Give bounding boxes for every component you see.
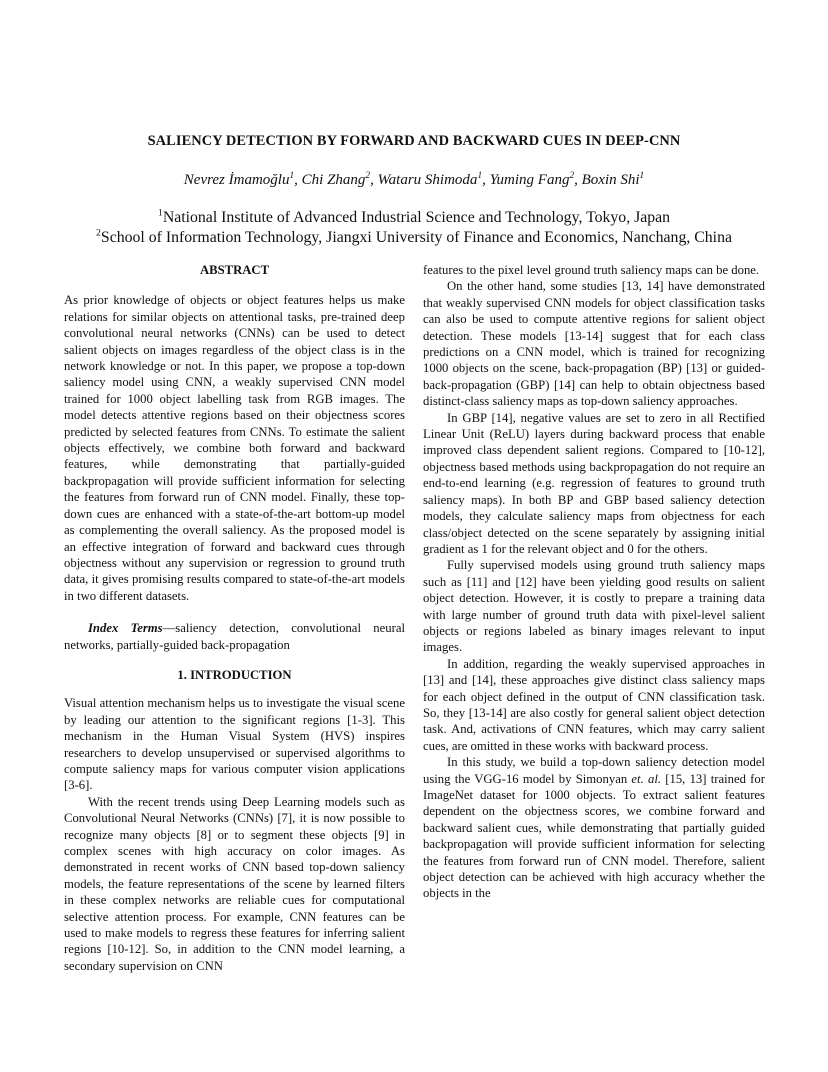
affiliation-1 — [0, 209, 828, 227]
affiliation-2 — [0, 229, 828, 247]
right-column — [423, 262, 765, 902]
index-terms — [64, 620, 405, 653]
author-affil-mark: 2 — [569, 171, 575, 181]
intro-paragraph-1: Visual attention mechanism helps us to investigate the visual scene by leading our attention to the significant regions [1-3]. This mechanism in the Human Visual System (HVS) inspires researchers to develop unsupervised or supervised algorithms to compute saliency maps for various computer vision applications [3-6]. — [64, 696, 405, 793]
intro-p7-et-al: et. al. — [631, 771, 662, 786]
intro-paragraph-3: On the other hand, some studies [13, 14] have demonstrated that weakly supervised CNN models for object classification tasks can also be used to compute attentive regions for salient object detection. These models [13-14] suggest that for each class predictions on a CNN model, which is trained for recognizing 1000 objects on the scene, back-propagation (BP) [13] or guided-back-propagation (GBP) [14] can help to obtain objectness based distinct-class saliency maps as top-down saliency approaches. — [423, 279, 765, 409]
intro-p7-part-b: [15, 13] trained for ImageNet dataset for 1000 objects. To extract salient features dependent on the objectness scores, we combine forward and backward salient cues, while demonstrating that partially guided backpropagation will provide sufficient information for selecting the features from forward run of CNN model. Therefore, salient object detection can be achieved with high accuracy whether the objects in the — [423, 771, 765, 901]
affiliation-mark: 2 — [96, 227, 101, 239]
intro-paragraph-7 — [423, 754, 765, 902]
introduction-heading: 1. INTRODUCTION — [177, 667, 292, 682]
affiliation-mark: 1 — [157, 207, 163, 219]
author-name: Chi Zhang — [301, 172, 366, 188]
index-terms-text: saliency detection, convolutional neural networks, partially-guided back-propagation — [64, 621, 405, 652]
author-list — [0, 172, 828, 189]
author-separator: , — [294, 172, 302, 188]
intro-paragraph-4: In GBP [14], negative values are set to zero in all Rectified Linear Unit (ReLU) layers during backward process that enable improved class dependent salient regions. Compared to [10-12], objectness based methods using backpropagation do not require an end-to-end learning (e.g. regression of features to ground truth saliency maps). In both BP and GBP based saliency detection models, they calculate saliency maps from objectness for each class/object detected on the scene separately by assigning initial gradient as 1 for the relevant object and 0 for the others. — [423, 410, 765, 556]
abstract-heading: ABSTRACT — [199, 263, 270, 277]
left-column — [64, 262, 405, 974]
affiliation-text: National Institute of Advanced Industrial Science and Technology, Tokyo, Japan — [162, 209, 671, 226]
author-affil-mark: 1 — [289, 171, 295, 181]
intro-p7-part-a: In this study, we build a top-down saliency detection model using the VGG-16 model by Simonyan — [423, 755, 765, 786]
affiliation-text: School of Information Technology, Jiangxi University of Finance and Economics, Nanchang, China — [100, 229, 732, 246]
author-separator: , — [482, 172, 490, 188]
paper-title: SALIENCY DETECTION BY FORWARD AND BACKWARD CUES IN DEEP-CNN — [147, 133, 681, 149]
index-terms-label: Index Terms — [88, 621, 163, 636]
index-terms-dash: — — [162, 621, 176, 636]
intro-paragraph-5: Fully supervised models using ground truth saliency maps such as [11] and [12] have been yielding good results on salient object detection. However, it is costly to prepare a training data with large number of ground truth data with pixel-level salient objects or regions labeled as binary images relevant to input images. — [423, 558, 765, 655]
author-name: Wataru Shimoda — [377, 172, 478, 188]
author-separator: , — [574, 172, 582, 188]
author-separator: , — [370, 172, 378, 188]
intro-paragraph-2-cont: features to the pixel level ground truth saliency maps can be done. — [423, 263, 760, 277]
abstract-text: As prior knowledge of objects or object features helps us make relations for similar objects on attentional tasks, pre-trained deep convolutional neural networks (CNNs) can be used to detect salient objects on images regardless of the object class is in the network knowledge or not. In this paper, we propose a top-down saliency model using CNN, a weakly supervised CNN model trained for 1000 object labelling task from RGB images. The model detects attentive regions based on their objectness scores predicted by selected features from CNNs. To estimate the salient objects effectively, we combine both forward and backward features, while demonstrating that partially-guided backpropagation will provide sufficient information for selecting the features from forward run of CNN model. Finally, these top-down cues are enhanced with a state-of-the-art bottom-up model as complementing the overall saliency. As the proposed model is an effective integration of forward and backward cues through objectness without any supervision or regression to ground truth data, it gives promising results compared to state-of-the-art models in two different datasets. — [64, 293, 405, 603]
author-affil-mark: 1 — [477, 171, 483, 181]
intro-paragraph-2: With the recent trends using Deep Learning models such as Convolutional Neural Networks (CNNs) [7], it is now possible to recognize many objects [8] or to segment these objects [9] in complex scenes with high accuracy on color images. As demonstrated in recent works of CNN based top-down saliency models, the feature representations of the scene by learned filters in these complex networks are reliable cues for computational selective attention process. For example, CNN features can be used to make models to regress these features for inferring salient regions [10-12]. So, in addition to the CNN model learning, a secondary supervision on CNN — [64, 794, 405, 973]
author-affil-mark: 1 — [639, 171, 645, 181]
author-name: Boxin Shi — [581, 172, 640, 188]
intro-paragraph-6: In addition, regarding the weakly supervised approaches in [13] and [14], these approaches give distinct class saliency maps for each object defined in the output of CNN classification task. So, they [13-14] are also costly for general salient object detection task. And, activations of CNN features, which may carry salient cues, are omitted in these works with backward process. — [423, 656, 765, 753]
author-name: Yuming Fang — [489, 172, 570, 188]
author-name: Nevrez İmamoğlu — [183, 172, 290, 188]
author-affil-mark: 2 — [365, 171, 371, 181]
